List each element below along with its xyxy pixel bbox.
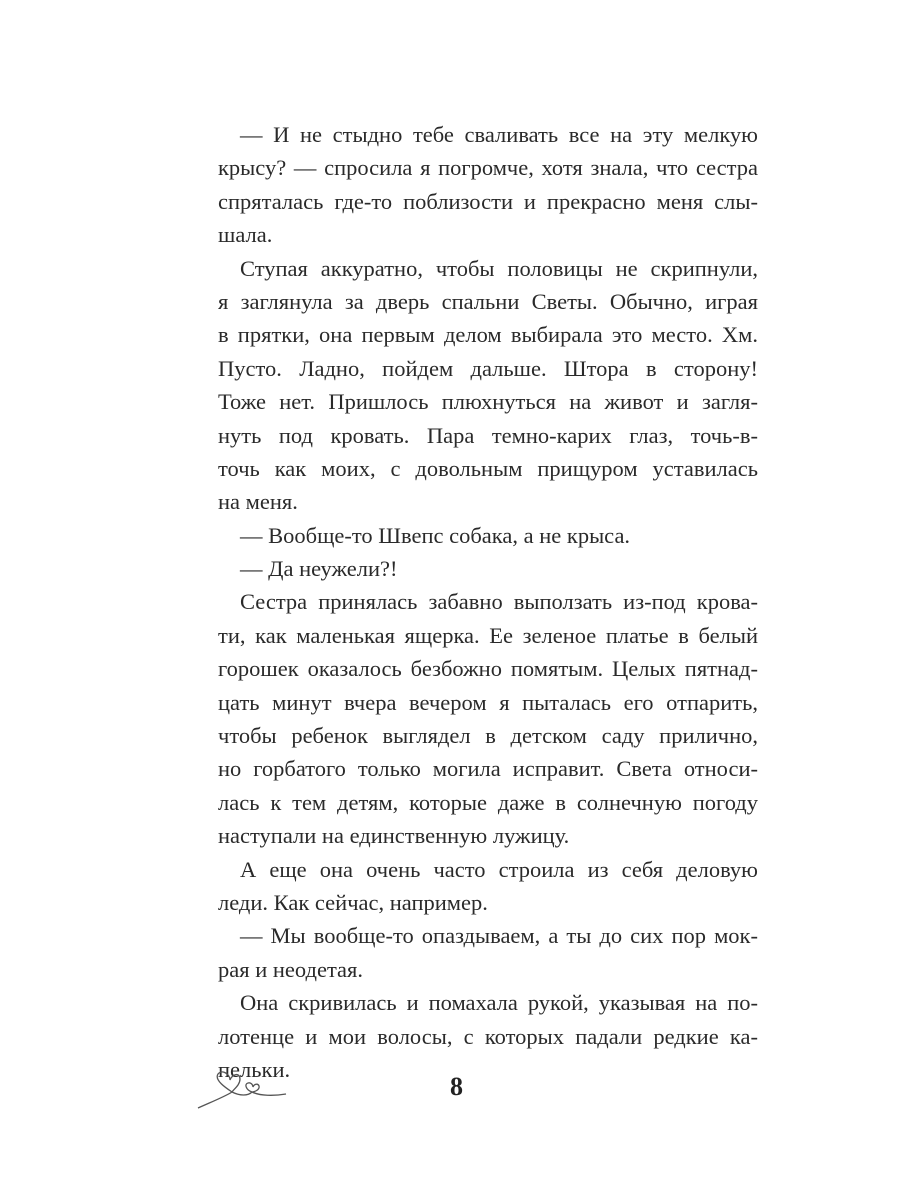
- text-line: леди. Как сейчас, например.: [218, 889, 488, 915]
- text-line: в прятки, она первым делом выбирала это место. Хм.: [218, 322, 758, 348]
- text-line: Сестра принялась забавно выползать из-под крова-: [240, 589, 758, 615]
- text-line: наступали на единственную лужицу.: [218, 823, 570, 849]
- text-line: — Мы вообще-то опаздываем, а ты до сих пор мок-: [240, 923, 758, 949]
- text-line: Ступая аккуратно, чтобы половицы не скрипнули,: [240, 255, 758, 281]
- text-line: цать минут вчера вечером я пыталась его отпарить,: [218, 689, 758, 715]
- text-line: Пусто. Ладно, пойдем дальше. Штора в сторону!: [218, 355, 758, 381]
- text-line: горошек оказалось безбожно помятым. Целых пятнад-: [218, 656, 758, 682]
- text-line: на меня.: [218, 489, 298, 515]
- text-line: пельки.: [218, 1056, 291, 1082]
- text-line: нуть под кровать. Пара темно-карих глаз, точь-в-: [218, 422, 758, 448]
- text-line: шала.: [218, 222, 273, 248]
- body-text: [218, 118, 758, 1086]
- text-line: точь как моих, с довольным прищуром уставилась: [218, 455, 758, 481]
- text-line: но горбатого только могила исправит. Света относи-: [218, 756, 758, 782]
- text-line: — И не стыдно тебе сваливать все на эту мелкую: [240, 122, 758, 147]
- text-line: лотенце и мои волосы, с которых падали редкие ка-: [218, 1023, 758, 1049]
- text-line: чтобы ребенок выглядел в детском саду прилично,: [218, 723, 758, 749]
- text-line: лась к тем детям, которые даже в солнечную погоду: [218, 789, 758, 815]
- text-line: — Вообще-то Швепс собака, а не крыса.: [240, 522, 631, 548]
- page-number: 8: [450, 1072, 463, 1101]
- text-line: ти, как маленькая ящерка. Ее зеленое платье в белый: [218, 622, 758, 648]
- text-line: я заглянула за дверь спальни Светы. Обычно, играя: [218, 288, 758, 314]
- text-line: — Да неужели?!: [240, 556, 398, 582]
- text-line: Она скривилась и помахала рукой, указывая на по-: [240, 990, 758, 1016]
- text-line: А еще она очень часто строила из себя деловую: [240, 856, 758, 882]
- text-line: Тоже нет. Пришлось плюхнуться на живот и загля-: [218, 389, 758, 415]
- hearts-flourish-icon: [196, 1070, 288, 1110]
- text-line: крысу? — спросила я погромче, хотя знала, что сестра: [218, 155, 758, 181]
- text-line: рая и неодетая.: [218, 956, 364, 982]
- text-line: спряталась где-то поблизости и прекрасно меня слы-: [218, 188, 758, 214]
